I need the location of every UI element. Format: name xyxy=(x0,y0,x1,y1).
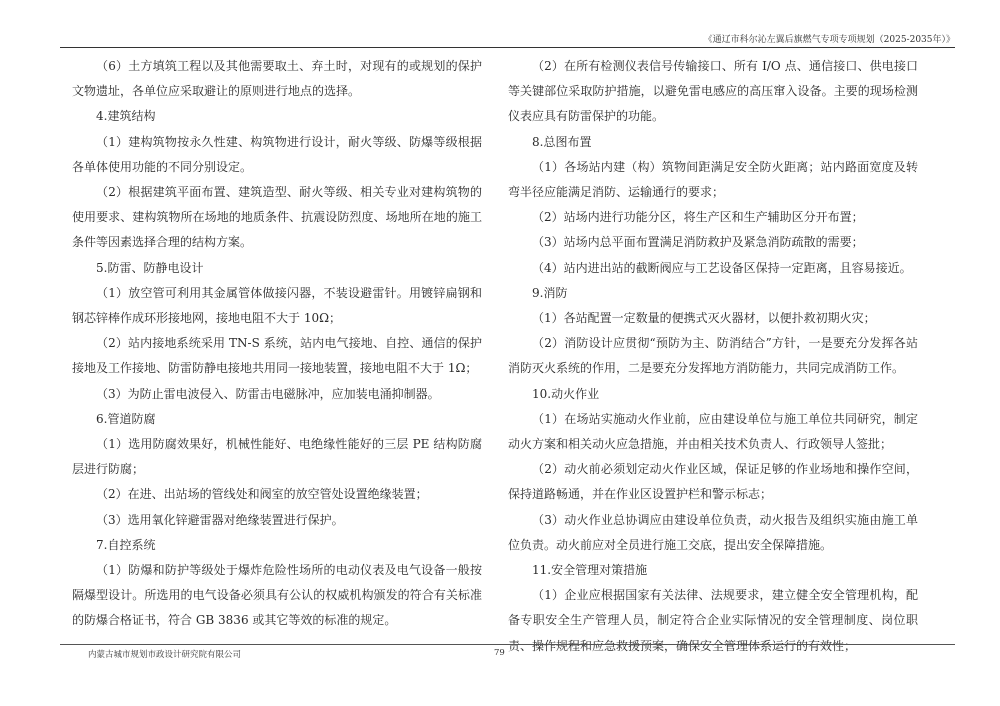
paragraph: （2）消防设计应贯彻“预防为主、防消结合”方针，一是要充分发挥各站消防灭火系统的作用，二是要充分发挥地方消防能力，共同完成消防工作。 xyxy=(508,336,918,376)
section-heading: 7.自控系统 xyxy=(96,537,156,552)
footer-organization: 内蒙古城市规划市政设计研究院有限公司 xyxy=(88,650,242,660)
section-heading: 10.动火作业 xyxy=(532,386,600,401)
paragraph: （2）在所有检测仪表信号传输接口、所有 I/O 点、通信接口、供电接口等关键部位采取防护措施，以避免雷电感应的高压窜入设备。主要的现场检测仪表应具有防雷保护的功能。 xyxy=(508,59,918,124)
paragraph: （2）动火前必须划定动火作业区域，保证足够的作业场地和操作空间，保持道路畅通，并在作业区设置护栏和警示标志； xyxy=(508,462,918,502)
section-heading: 8.总图布置 xyxy=(532,134,592,149)
paragraph: （1）建构筑物按永久性建、构筑物进行设计，耐火等级、防爆等级根据各单体使用功能的不同分别设定。 xyxy=(72,134,482,174)
right-column xyxy=(508,54,918,659)
paragraph: （1）在场站实施动火作业前，应由建设单位与施工单位共同研究，制定动火方案和相关动火应急措施，并由相关技术负责人、行政领导人签批； xyxy=(508,411,918,452)
paragraph: （3）为防止雷电波侵入、防雷击电磁脉冲，应加装电涌抑制器。 xyxy=(96,386,440,401)
paragraph: （1）企业应根据国家有关法律、法规要求，建立健全安全管理机构，配备专职安全生产管理人员，制定符合企业实际情况的安全管理制度、岗位职责、操作规程和应急救援预案，确保安全管理体系运行的有效性； xyxy=(508,588,918,653)
paragraph: （1）放空管可利用其金属管体做接闪器，不装设避雷针。用镀锌扁钢和钢芯锌棒作成环形接地网，接地电阻不大于 10Ω； xyxy=(72,285,482,326)
paragraph: （1）防爆和防护等级处于爆炸危险性场所的电动仪表及电气设备一般按隔爆型设计。所选用的电气设备必须具有公认的权威机构颁发的符合有关标准的防爆合格证书，符合 GB 3836 或其它等效的标准的规定。 xyxy=(72,563,482,628)
paragraph: （4）站内进出站的截断阀应与工艺设备区保持一定距离，且容易接近。 xyxy=(532,260,912,275)
page-header: 《通辽市科尔沁左翼后旗燃气专项专项规划（2025-2035年）》 xyxy=(703,35,955,45)
paragraph: （1）选用防腐效果好，机械性能好、电绝缘性能好的三层 PE 结构防腐层进行防腐； xyxy=(72,437,482,477)
section-heading: 9.消防 xyxy=(532,285,568,300)
paragraph: （1）各站配置一定数量的便携式灭火器材，以便扑救初期火灾； xyxy=(532,311,876,326)
footer-divider xyxy=(60,644,955,645)
paragraph: （2）站场内进行功能分区，将生产区和生产辅助区分开布置； xyxy=(532,210,864,225)
section-heading: 6.管道防腐 xyxy=(96,411,156,426)
page-number: 79 xyxy=(494,648,505,658)
paragraph: （2）站内接地系统采用 TN-S 系统，站内电气接地、自控、通信的保护接地及工作接地、防雷防静电接地共用同一接地装置，接地电阻不大于 1Ω； xyxy=(72,336,482,376)
paragraph: （6）土方填筑工程以及其他需要取土、弃土时，对现有的或规划的保护文物遗址，各单位应采取避让的原则进行地点的选择。 xyxy=(72,59,482,99)
left-column xyxy=(72,54,482,634)
section-heading: 4.建筑结构 xyxy=(96,109,156,124)
paragraph: （1）各场站内建（构）筑物间距满足安全防火距离；站内路面宽度及转弯半径应能满足消防、运输通行的要求； xyxy=(508,159,918,200)
paragraph: （3）站场内总平面布置满足消防救护及紧急消防疏散的需要； xyxy=(532,235,864,250)
paragraph: （2）在进、出站场的管线处和阀室的放空管处设置绝缘装置； xyxy=(96,487,428,502)
paragraph: （3）动火作业总协调应由建设单位负责，动火报告及组织实施由施工单位负责。动火前应对全员进行施工交底，提出安全保障措施。 xyxy=(508,512,918,552)
section-heading: 5.防雷、防静电设计 xyxy=(96,260,204,275)
section-heading: 11.安全管理对策措施 xyxy=(532,563,648,578)
header-divider xyxy=(60,47,955,48)
paragraph: （2）根据建筑平面布置、建筑造型、耐火等级、相关专业对建构筑物的使用要求、建构筑物所在场地的地质条件、抗震设防烈度、场地所在地的施工条件等因素选择合理的结构方案。 xyxy=(72,185,482,250)
paragraph: （3）选用氧化锌避雷器对绝缘装置进行保护。 xyxy=(96,512,344,527)
